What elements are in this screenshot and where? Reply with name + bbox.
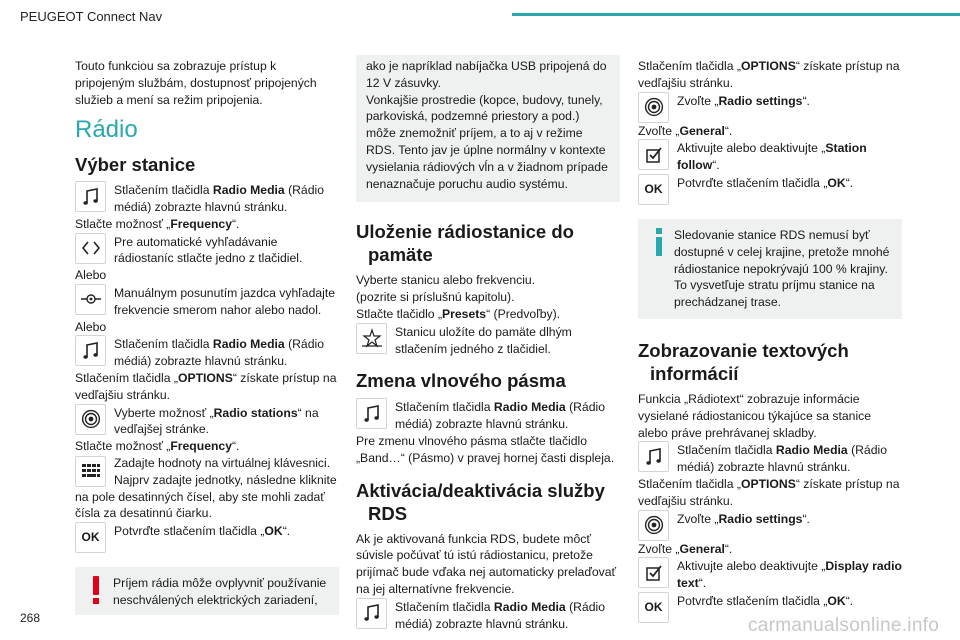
step-row (638, 92, 902, 123)
step-bold: OK (264, 524, 283, 539)
step-text: Stlačením tlačidla (114, 183, 213, 198)
step-row (356, 323, 620, 358)
ok-button-icon[interactable] (638, 592, 669, 623)
step-text: “. (724, 541, 733, 556)
step-bold: OPTIONS (740, 59, 796, 73)
step-row (638, 139, 902, 174)
step-text: (Rádio médiá) zobrazte hlavnú stránku. (395, 400, 605, 432)
step-text: Zvoľte „ (638, 541, 680, 556)
section-title: Rádio (75, 116, 138, 144)
music-note-icon[interactable] (356, 598, 387, 629)
alebo-text: Alebo (75, 268, 107, 283)
music-note-icon[interactable] (75, 181, 106, 212)
frequency-slider-icon[interactable] (75, 284, 106, 315)
step-text: Vyberte možnosť „ (114, 405, 214, 420)
music-note-icon[interactable] (75, 335, 106, 366)
ok-button-icon[interactable] (75, 522, 106, 553)
step-bold: Frequency (170, 439, 232, 454)
step-row (638, 557, 902, 592)
music-note-icon[interactable] (356, 398, 387, 429)
step-text: Stlačením tlačidla „ (75, 370, 178, 385)
step-text: Stanicu uložíte do pamäte dlhým stlačením jedného z tlačidiel. (395, 324, 572, 356)
star-preset-icon[interactable] (356, 323, 387, 354)
step-text: “ získate prístup na vedľajšiu stránku. (75, 370, 337, 402)
step-bold: Radio settings (718, 93, 803, 108)
step-text: “. (845, 593, 854, 608)
step-bold: Display radio text (677, 559, 902, 591)
note-text: ako je napríklad nabíjačka USB pripojená do 12 V zásuvky. Vonkajšie prostredie (kopce, budovy, tunely, parkoviská, podzemné priestory a pod.) môže znemožniť príjem, a to aj v režime RDS. Tento jav je úplne normálny v kontexte vysielania rádiových vĺn a v žiadnom prípade nenaznačuje poruchu audio systému. (366, 59, 608, 191)
step-bold: OPTIONS (177, 370, 233, 385)
step-row (638, 441, 902, 476)
step-bold: Radio stations (213, 405, 298, 420)
step-row (356, 598, 620, 633)
step-text: Pre automatické vyhľadávanie rádiostaníc stlačte jedno z tlačidiel. (114, 234, 303, 266)
step-text: Potvrďte stlačením tlačidla „ (677, 175, 828, 190)
step-text: Aktivujte alebo deaktivujte „ (677, 559, 826, 574)
step-text: Potvrďte stlačením tlačidla „ (114, 524, 265, 539)
step-text: “ získate prístup na vedľajšiu stránku. (638, 59, 900, 90)
step-text: “ získate prístup na vedľajšiu stránku. (638, 476, 900, 508)
step-text: Zvoľte „ (677, 511, 719, 526)
step-text: Stlačením tlačidla „ (638, 476, 741, 491)
header-accent-bar (512, 13, 960, 16)
step-bold: Radio Media (212, 183, 285, 198)
step-text: Stlačte tlačidlo „ (356, 306, 443, 321)
music-note-icon[interactable] (638, 441, 669, 472)
column-3 (638, 58, 902, 623)
heading-rds: Aktivácia/deaktivácia služby RDS (356, 479, 605, 524)
header-title: PEUGEOT Connect Nav (20, 9, 163, 24)
info-icon (648, 227, 670, 311)
column-2 (356, 58, 620, 632)
info-text: Sledovanie stanice RDS nemusí byť dostupné v celej krajine, pretože mnohé rádiostanice nepokrývajú 100 % krajiny. To vysvetľuje stratu príjmu stanice na prechádzanej trase. (674, 227, 890, 310)
step-text: Zvoľte „ (677, 93, 719, 108)
warning-icon (85, 575, 107, 609)
step-bold: Radio Media (493, 400, 566, 415)
step-row (75, 335, 339, 370)
info-note (638, 219, 902, 319)
step-text: Stlačením tlačidla (395, 400, 494, 415)
keypad-icon[interactable] (75, 456, 106, 487)
step-bold: Radio Media (493, 599, 566, 614)
step-text: “. (282, 524, 291, 539)
step-row (75, 404, 339, 439)
step-text: Aktivujte alebo deaktivujte „ (677, 141, 826, 156)
step-bold: General (679, 541, 725, 556)
step-text: Manuálnym posunutím jazdca vyhľadajte frekvencie smerom nahor alebo nadol. (114, 285, 336, 317)
step-text: “. (802, 93, 810, 108)
step-text: “ (Predvoľby). (486, 306, 561, 321)
step-row (75, 233, 339, 268)
warning-note (75, 567, 339, 615)
step-text: Stlačením tlačidla (114, 337, 213, 352)
page-number: 268 (20, 611, 41, 625)
step-bold: Radio settings (718, 511, 803, 526)
step-row (638, 510, 902, 541)
step-row (75, 181, 339, 216)
alebo-text: Alebo (75, 319, 107, 334)
paragraph: Funkcia „Rádiotext“ zobrazuje informácie vysielané rádiostanicou týkajúce sa stanice alebo práve prehrávanej skladby. (638, 391, 872, 440)
step-row (75, 284, 339, 319)
step-row (638, 174, 902, 205)
warning-note-continued (356, 55, 620, 202)
ok-button-icon[interactable] (638, 174, 669, 205)
step-bold: Radio Media (775, 443, 848, 458)
step-bold: Presets (442, 306, 487, 321)
ok-label: OK (644, 182, 663, 197)
step-text: Zvoľte „ (638, 123, 680, 138)
step-text: Zadajte hodnoty na virtuálnej klávesnici. Najprv zadajte jednotky, následne kliknite na pole desatinných čísel, aby ste mohli zadať čísla za desatinnú čiarku. (75, 455, 337, 521)
heading-text-info: Zobrazovanie textových informácií (638, 339, 849, 384)
warning-text: Príjem rádia môže ovplyvniť používanie neschválených elektrických zariadení, (113, 576, 327, 607)
step-bold: Radio Media (212, 337, 285, 352)
step-text: “. (231, 216, 240, 231)
step-text: (Rádio médiá) zobrazte hlavnú stránku. (395, 599, 605, 631)
step-text: “. (698, 576, 707, 591)
chevrons-left-right-icon[interactable] (75, 233, 106, 264)
watermark: carmanualsonline.info (748, 615, 940, 636)
step-text: Stlačením tlačidla (677, 443, 776, 458)
heading-change-band: Zmena vlnového pásma (356, 370, 566, 392)
step-text: (Rádio médiá) zobrazte hlavnú stránku. (677, 443, 887, 475)
radio-station-icon[interactable] (638, 92, 669, 123)
step-row (356, 398, 620, 433)
step-bold: OK (827, 593, 846, 608)
step-text: (Rádio médiá) zobrazte hlavnú stránku. (114, 337, 324, 369)
step-bold: Frequency (170, 216, 232, 231)
step-bold: Station follow (677, 141, 867, 173)
subsection-title: Výber stanice (75, 154, 196, 176)
radio-station-icon[interactable] (75, 404, 106, 435)
paragraph: Vyberte stanicu alebo frekvenciu. (pozrite si príslušnú kapitolu). (356, 273, 536, 305)
intro-paragraph: Touto funkciou sa zobrazuje prístup k pripojeným službám, dostupnosť pripojených služieb a mení sa režim pripojenia. (75, 59, 317, 107)
step-text: “. (802, 511, 810, 526)
step-row (75, 522, 339, 553)
step-text: (Rádio médiá) zobrazte hlavnú stránku. (114, 183, 324, 214)
step-bold: OK (827, 175, 846, 190)
paragraph: Ak je aktivovaná funkcia RDS, budete môcť súvisle počúvať tú istú rádiostanicu, pretože prijímač bude vďaka nej automaticky prelaďovať na jej alternatívne frekvencie. (356, 531, 617, 596)
paragraph: Pre zmenu vlnového pásma stlačte tlačidlo „Band…“ (Pásmo) v pravej hornej časti displeja. (356, 433, 615, 465)
step-bold: OPTIONS (740, 476, 796, 491)
step-text: Stlačte možnosť „ (75, 439, 171, 454)
step-text: Stlačením tlačidla (395, 599, 494, 614)
keypad-step (75, 455, 339, 522)
step-text: Potvrďte stlačením tlačidla „ (677, 593, 828, 608)
step-text: “. (845, 175, 854, 190)
heading-save-station: Uloženie rádiostanice do pamäte (356, 221, 574, 266)
step-text: “ na vedľajšej stránke. (114, 405, 319, 437)
step-text: “. (712, 158, 720, 173)
step-text: Stlačte možnosť „ (75, 216, 171, 231)
checkbox-icon[interactable] (638, 139, 669, 170)
step-text: “. (231, 439, 240, 454)
radio-station-icon[interactable] (638, 510, 669, 541)
step-bold: General (679, 123, 725, 138)
column-1 (75, 58, 339, 615)
step-text: “. (724, 123, 733, 138)
ok-label: OK (81, 530, 100, 545)
step-text: Stlačením tlačidla „ (638, 59, 741, 73)
checkbox-icon[interactable] (638, 557, 669, 588)
ok-label: OK (644, 600, 663, 615)
